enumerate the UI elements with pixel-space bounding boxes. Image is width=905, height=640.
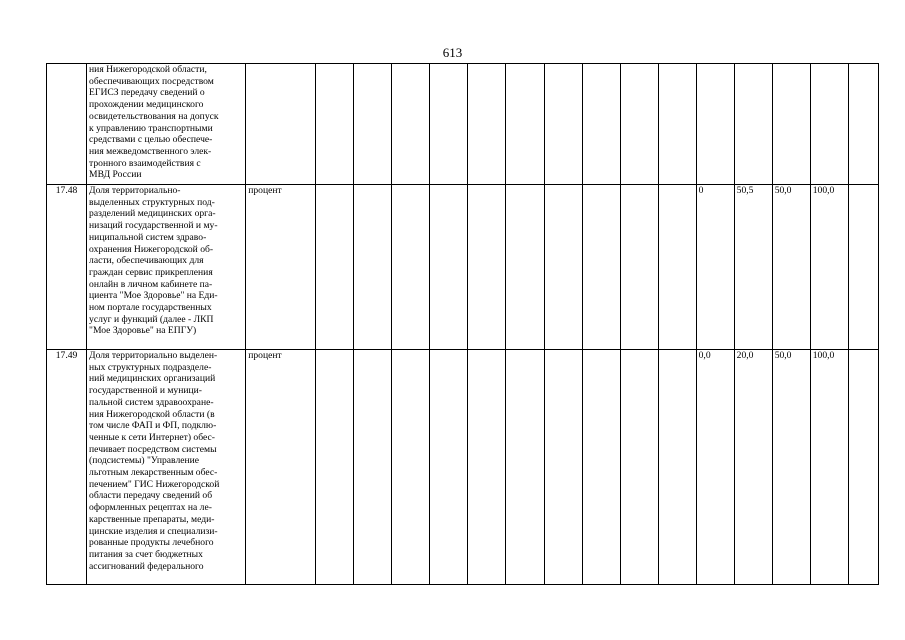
- empty-cell: [468, 185, 506, 350]
- empty-cell: [658, 64, 696, 185]
- empty-cell: [848, 350, 878, 585]
- empty-cell: [430, 64, 468, 185]
- description-line: ном портале государственных: [89, 302, 212, 314]
- indicator-value: 50,5: [734, 185, 772, 350]
- empty-cell: [620, 185, 658, 350]
- description-line: печением" ГИС Нижегородской: [89, 478, 220, 490]
- indicator-number: 17.49: [47, 350, 87, 585]
- description-line: карственные препараты, меди-: [89, 513, 215, 525]
- description-line: питания за счет бюджетных: [89, 548, 203, 560]
- empty-cell: [544, 350, 582, 585]
- indicator-value: 0: [696, 185, 734, 350]
- empty-cell: [392, 185, 430, 350]
- description-line: тронного взаимодействия с: [89, 157, 201, 169]
- description-line: ЕГИСЗ передачу сведений о: [89, 87, 205, 99]
- empty-cell: [620, 64, 658, 185]
- empty-cell: [658, 350, 696, 585]
- description-line: ных структурных подразделе-: [89, 361, 212, 373]
- indicator-value: 20,0: [734, 350, 772, 585]
- description-line: ния Нижегородской области (в: [89, 408, 215, 420]
- indicator-number: 17.48: [47, 185, 87, 350]
- description-line: льготным лекарственным обес-: [89, 467, 218, 479]
- description-line: Доля территориально выделен-: [89, 350, 218, 361]
- indicator-value: [810, 64, 848, 185]
- description-line: ниципальной систем здраво-: [89, 231, 207, 243]
- empty-cell: [430, 350, 468, 585]
- empty-cell: [392, 64, 430, 185]
- empty-cell: [848, 64, 878, 185]
- description-line: к управлению транспортными: [89, 122, 213, 134]
- indicators-table: [46, 63, 879, 585]
- empty-cell: [506, 64, 544, 185]
- empty-cell: [582, 64, 620, 185]
- empty-cell: [658, 185, 696, 350]
- indicator-description: [87, 64, 246, 185]
- indicator-value: 100,0: [810, 185, 848, 350]
- indicator-value: [772, 64, 810, 185]
- empty-cell: [316, 64, 354, 185]
- description-line: ченные к сети Интернет) обес-: [89, 431, 215, 443]
- unit-of-measure: [246, 64, 316, 185]
- empty-cell: [430, 185, 468, 350]
- description-line: разделений медицинских орга-: [89, 208, 216, 220]
- table-row: [47, 64, 879, 185]
- indicator-value: 0,0: [696, 350, 734, 585]
- description-line: "Мое Здоровье" на ЕПГУ): [89, 325, 197, 337]
- description-line: прохождении медицинского: [89, 99, 204, 111]
- unit-of-measure: процент: [246, 350, 316, 585]
- empty-cell: [316, 185, 354, 350]
- empty-cell: [620, 350, 658, 585]
- description-line: услуг и функций (далее - ЛКП: [89, 313, 214, 325]
- description-line: печивает посредством системы: [89, 443, 217, 455]
- description-line: Доля территориально-: [89, 185, 181, 196]
- empty-cell: [468, 350, 506, 585]
- table-row: [47, 350, 879, 585]
- table-row: [47, 185, 879, 350]
- description-line: ассигнований федерального: [89, 560, 204, 572]
- description-line: МВД России: [89, 169, 142, 181]
- description-line: рованные продукты лечебного: [89, 537, 214, 549]
- description-line: выделенных структурных под-: [89, 196, 215, 208]
- indicator-value: [696, 64, 734, 185]
- indicator-value: 50,0: [772, 185, 810, 350]
- description-line: оформленных рецептах на ле-: [89, 502, 212, 514]
- description-line: обеспечивающих посредством: [89, 75, 214, 87]
- description-line: освидетельствования на допуск: [89, 110, 219, 122]
- description-line: цинские изделия и специализи-: [89, 525, 218, 537]
- empty-cell: [544, 185, 582, 350]
- indicator-value: [734, 64, 772, 185]
- description-line: ния Нижегородской области,: [89, 64, 207, 75]
- description-line: граждан сервис прикрепления: [89, 266, 213, 278]
- description-line: ласти, обеспечивающих для: [89, 255, 204, 267]
- empty-cell: [582, 350, 620, 585]
- description-line: том числе ФАП и ФП, подклю-: [89, 420, 217, 432]
- empty-cell: [354, 64, 392, 185]
- indicator-description: [87, 350, 246, 585]
- indicator-number: [47, 64, 87, 185]
- description-line: (подсистемы) "Управление: [89, 455, 200, 467]
- empty-cell: [354, 350, 392, 585]
- empty-cell: [848, 185, 878, 350]
- indicator-value: 50,0: [772, 350, 810, 585]
- empty-cell: [354, 185, 392, 350]
- description-line: средствами с целью обеспече-: [89, 134, 213, 146]
- empty-cell: [544, 64, 582, 185]
- description-line: циента "Мое Здоровье" на Еди-: [89, 290, 218, 302]
- page-number: 613: [442, 45, 463, 60]
- description-line: государственной и муници-: [89, 385, 202, 397]
- empty-cell: [506, 185, 544, 350]
- empty-cell: [506, 350, 544, 585]
- description-line: области передачу сведений об: [89, 490, 213, 502]
- empty-cell: [392, 350, 430, 585]
- description-line: охранения Нижегородской об-: [89, 243, 214, 255]
- indicator-value: 100,0: [810, 350, 848, 585]
- empty-cell: [316, 350, 354, 585]
- empty-cell: [582, 185, 620, 350]
- description-line: пальной систем здравоохране-: [89, 396, 214, 408]
- description-line: низаций государственной и му-: [89, 220, 218, 232]
- description-line: ний медицинских организаций: [89, 373, 216, 385]
- indicator-description: [87, 185, 246, 350]
- unit-of-measure: процент: [246, 185, 316, 350]
- description-line: онлайн в личном кабинете па-: [89, 278, 213, 290]
- empty-cell: [468, 64, 506, 185]
- description-line: ния межведомственного элек-: [89, 145, 212, 157]
